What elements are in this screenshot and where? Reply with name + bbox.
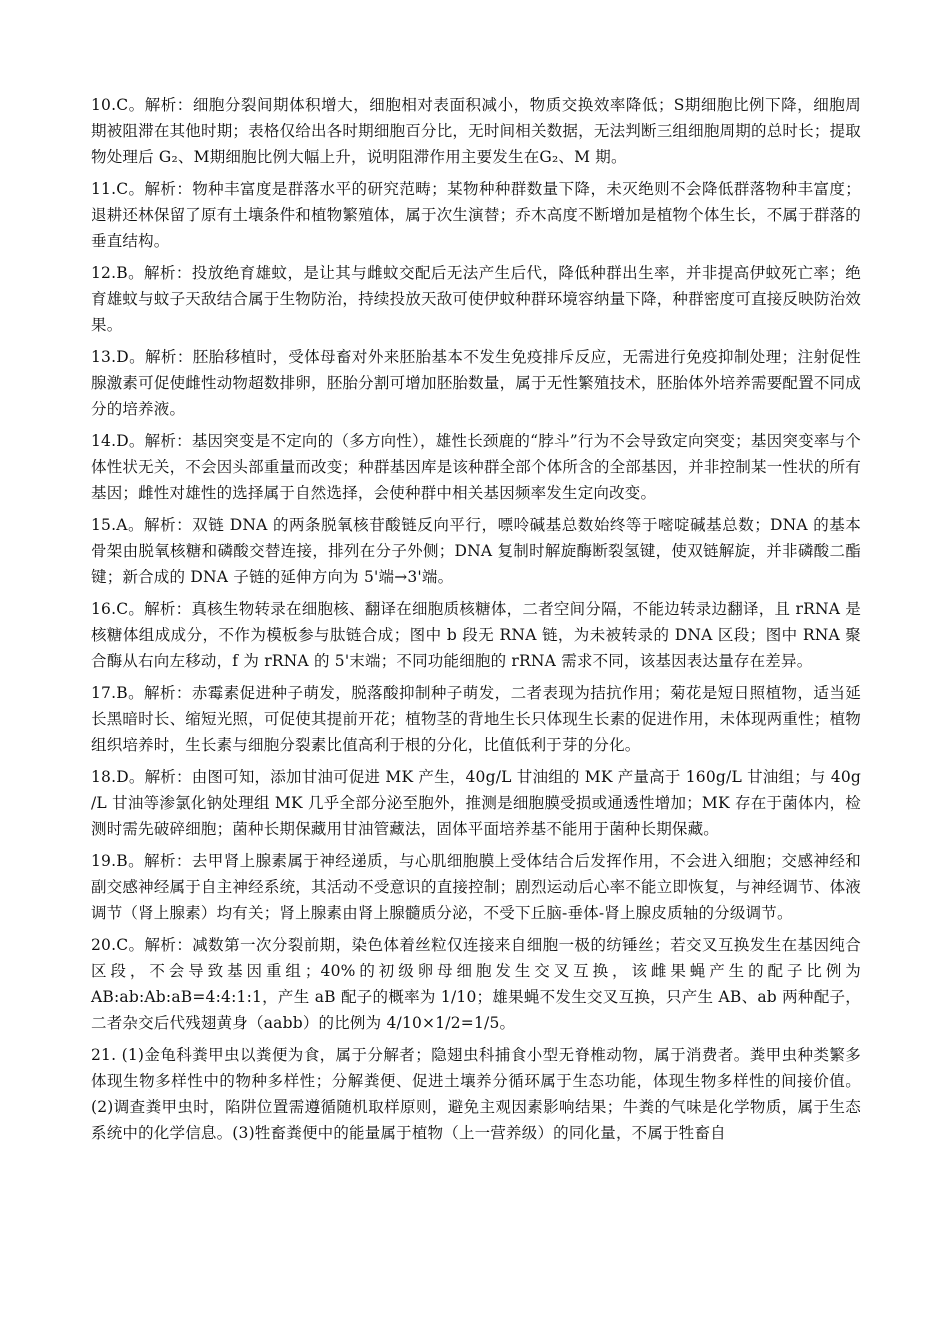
answer-13: 13.D。解析：胚胎移植时，受体母畜对外来胚胎基本不发生免疫排斥反应，无需进行免疫抑制处理；注射促性腺激素可促使雌性动物超数排卵，胚胎分割可增加胚胎数量，属于无性繁殖技术，胚胎体外培养需要配置不同成分的培养液。	[91, 348, 861, 418]
answer-15: 15.A。解析：双链 DNA 的两条脱氧核苷酸链反向平行，嘌呤碱基总数始终等于嘧啶碱基总数；DNA 的基本骨架由脱氧核糖和磷酸交替连接，排列在分子外侧；DNA 复制时解旋酶断裂氢键，使双链解旋，并非磷酸二酯键；新合成的 DNA 子链的延伸方向为 5'端→3'端。	[91, 516, 861, 586]
answer-20: 20.C。解析：减数第一次分裂前期，染色体着丝粒仅连接来自细胞一极的纺锤丝；若交叉互换发生在基因纯合区段，不会导致基因重组；40%的初级卵母细胞发生交叉互换，该雌果蝇产生的配子比例为 AB:ab:Ab:aB=4:4:1:1，产生 aB 配子的概率为 1/10；雄果蝇不发生交叉互换，只产生 AB、ab 两种配子，二者杂交后代残翅黄身（aabb）的比例为 4/10×1/2=1/5。	[91, 936, 861, 1032]
answer-17: 17.B。解析：赤霉素促进种子萌发，脱落酸抑制种子萌发，二者表现为拮抗作用；菊花是短日照植物，适当延长黑暗时长、缩短光照，可促使其提前开花；植物茎的背地生长只体现生长素的促进作用，未体现两重性；植物组织培养时，生长素与细胞分裂素比值高利于根的分化，比值低利于芽的分化。	[91, 684, 861, 754]
answer-12: 12.B。解析：投放绝育雄蚊，是让其与雌蚊交配后无法产生后代，降低种群出生率，并非提高伊蚊死亡率；绝育雄蚊与蚊子天敌结合属于生物防治，持续投放天敌可使伊蚊种群环境容纳量下降，种群密度可直接反映防治效果。	[91, 264, 861, 334]
answer-19: 19.B。解析：去甲肾上腺素属于神经递质，与心肌细胞膜上受体结合后发挥作用，不会进入细胞；交感神经和副交感神经属于自主神经系统，其活动不受意识的直接控制；剧烈运动后心率不能立即恢复，与神经调节、体液调节（肾上腺素）均有关；肾上腺素由肾上腺髓质分泌，不受下丘脑-垂体-肾上腺皮质轴的分级调节。	[91, 852, 861, 922]
answer-10: 10.C。解析：细胞分裂间期体积增大，细胞相对表面积减小，物质交换效率降低；S期细胞比例下降，细胞周期被阻滞在其他时期；表格仅给出各时期细胞百分比，无时间相关数据，无法判断三组细胞周期的总时长；提取物处理后 G₂、M期细胞比例大幅上升，说明阻滞作用主要发生在G₂、M 期。	[91, 96, 861, 166]
answer-document	[91, 92, 861, 1152]
answer-16: 16.C。解析：真核生物转录在细胞核、翻译在细胞质核糖体，二者空间分隔，不能边转录边翻译，且 rRNA 是核糖体组成成分，不作为模板参与肽链合成；图中 b 段无 RNA 链，为未被转录的 DNA 区段；图中 RNA 聚合酶从右向左移动，f 为 rRNA 的 5'末端；不同功能细胞的 rRNA 需求不同，该基因表达量存在差异。	[91, 600, 861, 670]
answer-14: 14.D。解析：基因突变是不定向的（多方向性），雄性长颈鹿的“脖斗”行为不会导致定向突变；基因突变率与个体性状无关，不会因头部重量而改变；种群基因库是该种群全部个体所含的全部基因，并非控制某一性状的所有基因；雌性对雄性的选择属于自然选择，会使种群中相关基因频率发生定向改变。	[91, 432, 861, 502]
answer-11: 11.C。解析：物种丰富度是群落水平的研究范畴；某物种种群数量下降，未灭绝则不会降低群落物种丰富度；退耕还林保留了原有土壤条件和植物繁殖体，属于次生演替；乔木高度不断增加是植物个体生长，不属于群落的垂直结构。	[91, 180, 861, 250]
answer-18: 18.D。解析：由图可知，添加甘油可促进 MK 产生，40g/L 甘油组的 MK 产量高于 160g/L 甘油组；与 40g /L 甘油等渗氯化钠处理组 MK 几乎全部分泌至胞外，推测是细胞膜受损或通透性增加；MK 存在于菌体内，检测时需先破碎细胞；菌种长期保藏用甘油管藏法，固体平面培养基不能用于菌种长期保藏。	[91, 768, 861, 838]
answer-21: 21. (1)金龟科粪甲虫以粪便为食，属于分解者；隐翅虫科捕食小型无脊椎动物，属于消费者。粪甲虫种类繁多体现生物多样性中的物种多样性；分解粪便、促进土壤养分循环属于生态功能，体现生物多样性的间接价值。(2)调查粪甲虫时，陷阱位置需遵循随机取样原则，避免主观因素影响结果；牛粪的气味是化学物质，属于生态系统中的化学信息。(3)牲畜粪便中的能量属于植物（上一营养级）的同化量，不属于牲畜自	[91, 1046, 861, 1142]
